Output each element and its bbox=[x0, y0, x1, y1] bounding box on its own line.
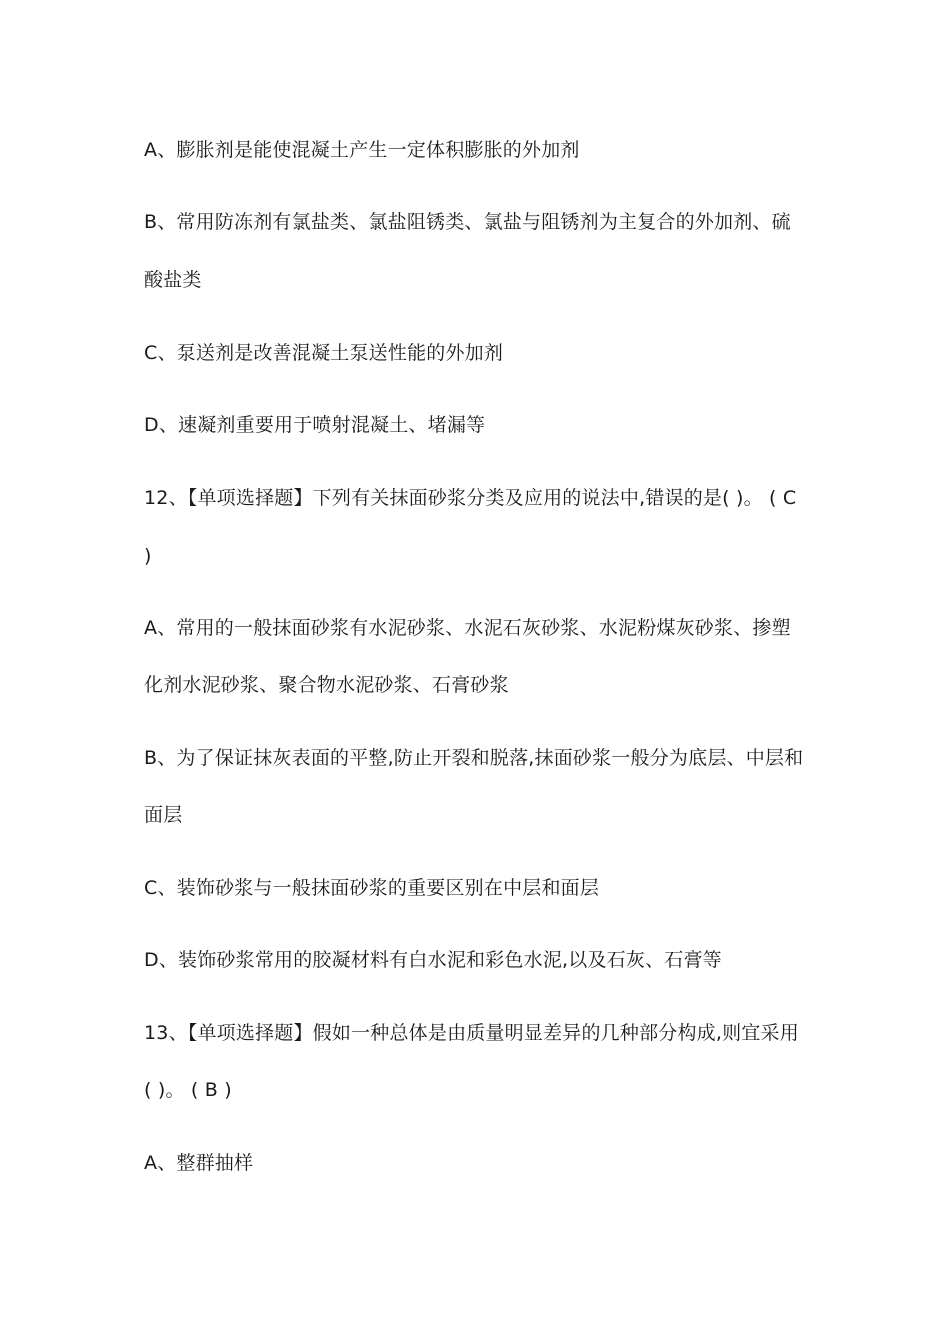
q12-option-b-line1: B、为了保证抹灰表面的平整,防止开裂和脱落,抹面砂浆一般分为底层、中层和 bbox=[144, 747, 804, 769]
q11-option-a: A、膨胀剂是能使混凝土产生一定体积膨胀的外加剂 bbox=[144, 139, 580, 161]
q12-option-d: D、装饰砂浆常用的胶凝材料有白水泥和彩色水泥,以及石灰、石膏等 bbox=[144, 949, 722, 971]
q13-question-line2: ( )。 ( B ) bbox=[144, 1079, 232, 1101]
q11-option-b-line2: 酸盐类 bbox=[144, 269, 202, 291]
q11-option-d: D、速凝剂重要用于喷射混凝土、堵漏等 bbox=[144, 414, 486, 436]
q11-option-c: C、泵送剂是改善混凝土泵送性能的外加剂 bbox=[144, 342, 504, 364]
q13-option-a: A、整群抽样 bbox=[144, 1152, 254, 1174]
q12-question-line1: 12、【单项选择题】下列有关抹面砂浆分类及应用的说法中,错误的是( )。 ( C bbox=[144, 487, 797, 509]
q12-question-line2: ) bbox=[144, 545, 152, 567]
q12-option-c: C、装饰砂浆与一般抹面砂浆的重要区别在中层和面层 bbox=[144, 877, 600, 899]
q12-option-a-line2: 化剂水泥砂浆、聚合物水泥砂浆、石膏砂浆 bbox=[144, 674, 509, 696]
q12-option-a-line1: A、常用的一般抹面砂浆有水泥砂浆、水泥石灰砂浆、水泥粉煤灰砂浆、掺塑 bbox=[144, 617, 791, 639]
q11-option-b-line1: B、常用防冻剂有氯盐类、氯盐阻锈类、氯盐与阻锈剂为主复合的外加剂、硫 bbox=[144, 211, 791, 233]
q12-option-b-line2: 面层 bbox=[144, 804, 183, 826]
q13-question-line1: 13、【单项选择题】假如一种总体是由质量明显差异的几种部分构成,则宜采用 bbox=[144, 1022, 799, 1044]
